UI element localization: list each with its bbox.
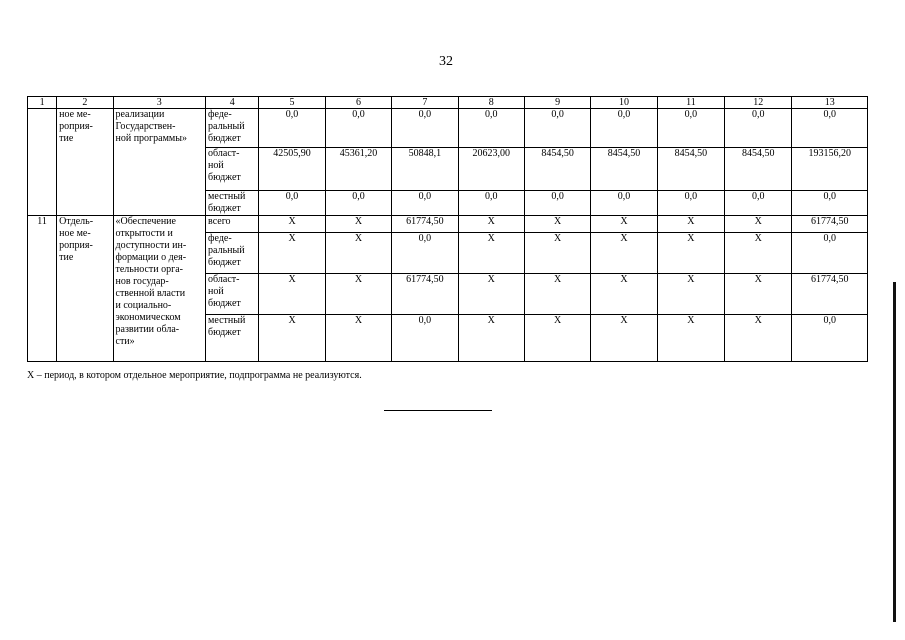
value-cell: X bbox=[657, 274, 724, 315]
funding-source-cell: местный бюджет bbox=[206, 191, 259, 216]
header-cell: 9 bbox=[524, 97, 590, 109]
header-cell: 11 bbox=[657, 97, 724, 109]
status-cell: Отдель- ное ме- роприя- тие bbox=[57, 216, 113, 362]
end-rule bbox=[384, 410, 492, 411]
value-cell: 8454,50 bbox=[591, 148, 657, 191]
budget-table bbox=[27, 96, 868, 362]
value-cell: 0,0 bbox=[792, 315, 868, 362]
footnote: X – период, в котором отдельное мероприятие, подпрограмма не реализуются. bbox=[27, 370, 362, 381]
value-cell: X bbox=[725, 233, 792, 274]
value-cell: X bbox=[524, 315, 590, 362]
value-cell: X bbox=[259, 233, 325, 274]
value-cell: 0,0 bbox=[725, 109, 792, 148]
row-number-cell: 11 bbox=[28, 216, 57, 362]
value-cell: 0,0 bbox=[392, 191, 458, 216]
value-cell: 20623,00 bbox=[458, 148, 524, 191]
value-cell: 0,0 bbox=[591, 191, 657, 216]
value-cell: 0,0 bbox=[392, 109, 458, 148]
value-cell: X bbox=[325, 315, 391, 362]
name-cell: реализации Государствен- ной программы» bbox=[113, 109, 206, 216]
header-cell: 12 bbox=[725, 97, 792, 109]
value-cell: X bbox=[591, 216, 657, 233]
value-cell: X bbox=[591, 274, 657, 315]
value-cell: 61774,50 bbox=[392, 274, 458, 315]
header-cell: 10 bbox=[591, 97, 657, 109]
value-cell: X bbox=[458, 315, 524, 362]
value-cell: 45361,20 bbox=[325, 148, 391, 191]
value-cell: 8454,50 bbox=[725, 148, 792, 191]
value-cell: 8454,50 bbox=[524, 148, 590, 191]
header-cell: 6 bbox=[325, 97, 391, 109]
value-cell: 0,0 bbox=[657, 191, 724, 216]
table-row bbox=[28, 109, 868, 148]
value-cell: X bbox=[458, 216, 524, 233]
value-cell: X bbox=[725, 315, 792, 362]
value-cell: X bbox=[524, 233, 590, 274]
value-cell: X bbox=[657, 233, 724, 274]
value-cell: X bbox=[325, 216, 391, 233]
page-number: 32 bbox=[439, 54, 453, 69]
value-cell: X bbox=[259, 274, 325, 315]
value-cell: 193156,20 bbox=[792, 148, 868, 191]
funding-source-cell: всего bbox=[206, 216, 259, 233]
value-cell: 0,0 bbox=[591, 109, 657, 148]
value-cell: X bbox=[657, 315, 724, 362]
value-cell: 0,0 bbox=[392, 315, 458, 362]
value-cell: X bbox=[725, 274, 792, 315]
header-cell: 8 bbox=[458, 97, 524, 109]
value-cell: 8454,50 bbox=[657, 148, 724, 191]
value-cell: 0,0 bbox=[792, 109, 868, 148]
name-cell: «Обеспечение открытости и доступности ин- формации о дея- тельности орга- нов государ- ственной власти и социально- экономическом развитии обла- сти» bbox=[113, 216, 206, 362]
funding-source-cell: феде- ральный бюджет bbox=[206, 109, 259, 148]
value-cell: X bbox=[259, 216, 325, 233]
header-cell: 13 bbox=[792, 97, 868, 109]
value-cell: 0,0 bbox=[657, 109, 724, 148]
value-cell: 0,0 bbox=[458, 109, 524, 148]
funding-source-cell: местный бюджет bbox=[206, 315, 259, 362]
table-row bbox=[28, 216, 868, 233]
value-cell: X bbox=[259, 315, 325, 362]
value-cell: 0,0 bbox=[259, 109, 325, 148]
value-cell: 0,0 bbox=[325, 109, 391, 148]
value-cell: 61774,50 bbox=[792, 216, 868, 233]
value-cell: 0,0 bbox=[524, 109, 590, 148]
value-cell: 61774,50 bbox=[392, 216, 458, 233]
header-cell: 4 bbox=[206, 97, 259, 109]
value-cell: X bbox=[591, 315, 657, 362]
value-cell: X bbox=[325, 274, 391, 315]
value-cell: X bbox=[458, 274, 524, 315]
value-cell: X bbox=[591, 233, 657, 274]
value-cell: 0,0 bbox=[792, 233, 868, 274]
header-cell: 7 bbox=[392, 97, 458, 109]
funding-source-cell: област- ной бюджет bbox=[206, 148, 259, 191]
value-cell: X bbox=[725, 216, 792, 233]
status-cell: ное ме- роприя- тие bbox=[57, 109, 113, 216]
value-cell: 0,0 bbox=[524, 191, 590, 216]
header-cell: 5 bbox=[259, 97, 325, 109]
value-cell: X bbox=[657, 216, 724, 233]
value-cell: X bbox=[325, 233, 391, 274]
value-cell: 0,0 bbox=[325, 191, 391, 216]
value-cell: 0,0 bbox=[458, 191, 524, 216]
value-cell: X bbox=[524, 274, 590, 315]
header-cell: 1 bbox=[28, 97, 57, 109]
scan-edge-line bbox=[893, 282, 896, 622]
header-cell: 2 bbox=[57, 97, 113, 109]
value-cell: X bbox=[458, 233, 524, 274]
value-cell: 0,0 bbox=[392, 233, 458, 274]
value-cell: 0,0 bbox=[792, 191, 868, 216]
funding-source-cell: феде- ральный бюджет bbox=[206, 233, 259, 274]
row-number-cell bbox=[28, 109, 57, 216]
value-cell: X bbox=[524, 216, 590, 233]
funding-source-cell: област- ной бюджет bbox=[206, 274, 259, 315]
header-cell: 3 bbox=[113, 97, 206, 109]
value-cell: 61774,50 bbox=[792, 274, 868, 315]
value-cell: 0,0 bbox=[725, 191, 792, 216]
value-cell: 42505,90 bbox=[259, 148, 325, 191]
value-cell: 0,0 bbox=[259, 191, 325, 216]
table-header-row bbox=[28, 97, 868, 109]
value-cell: 50848,1 bbox=[392, 148, 458, 191]
